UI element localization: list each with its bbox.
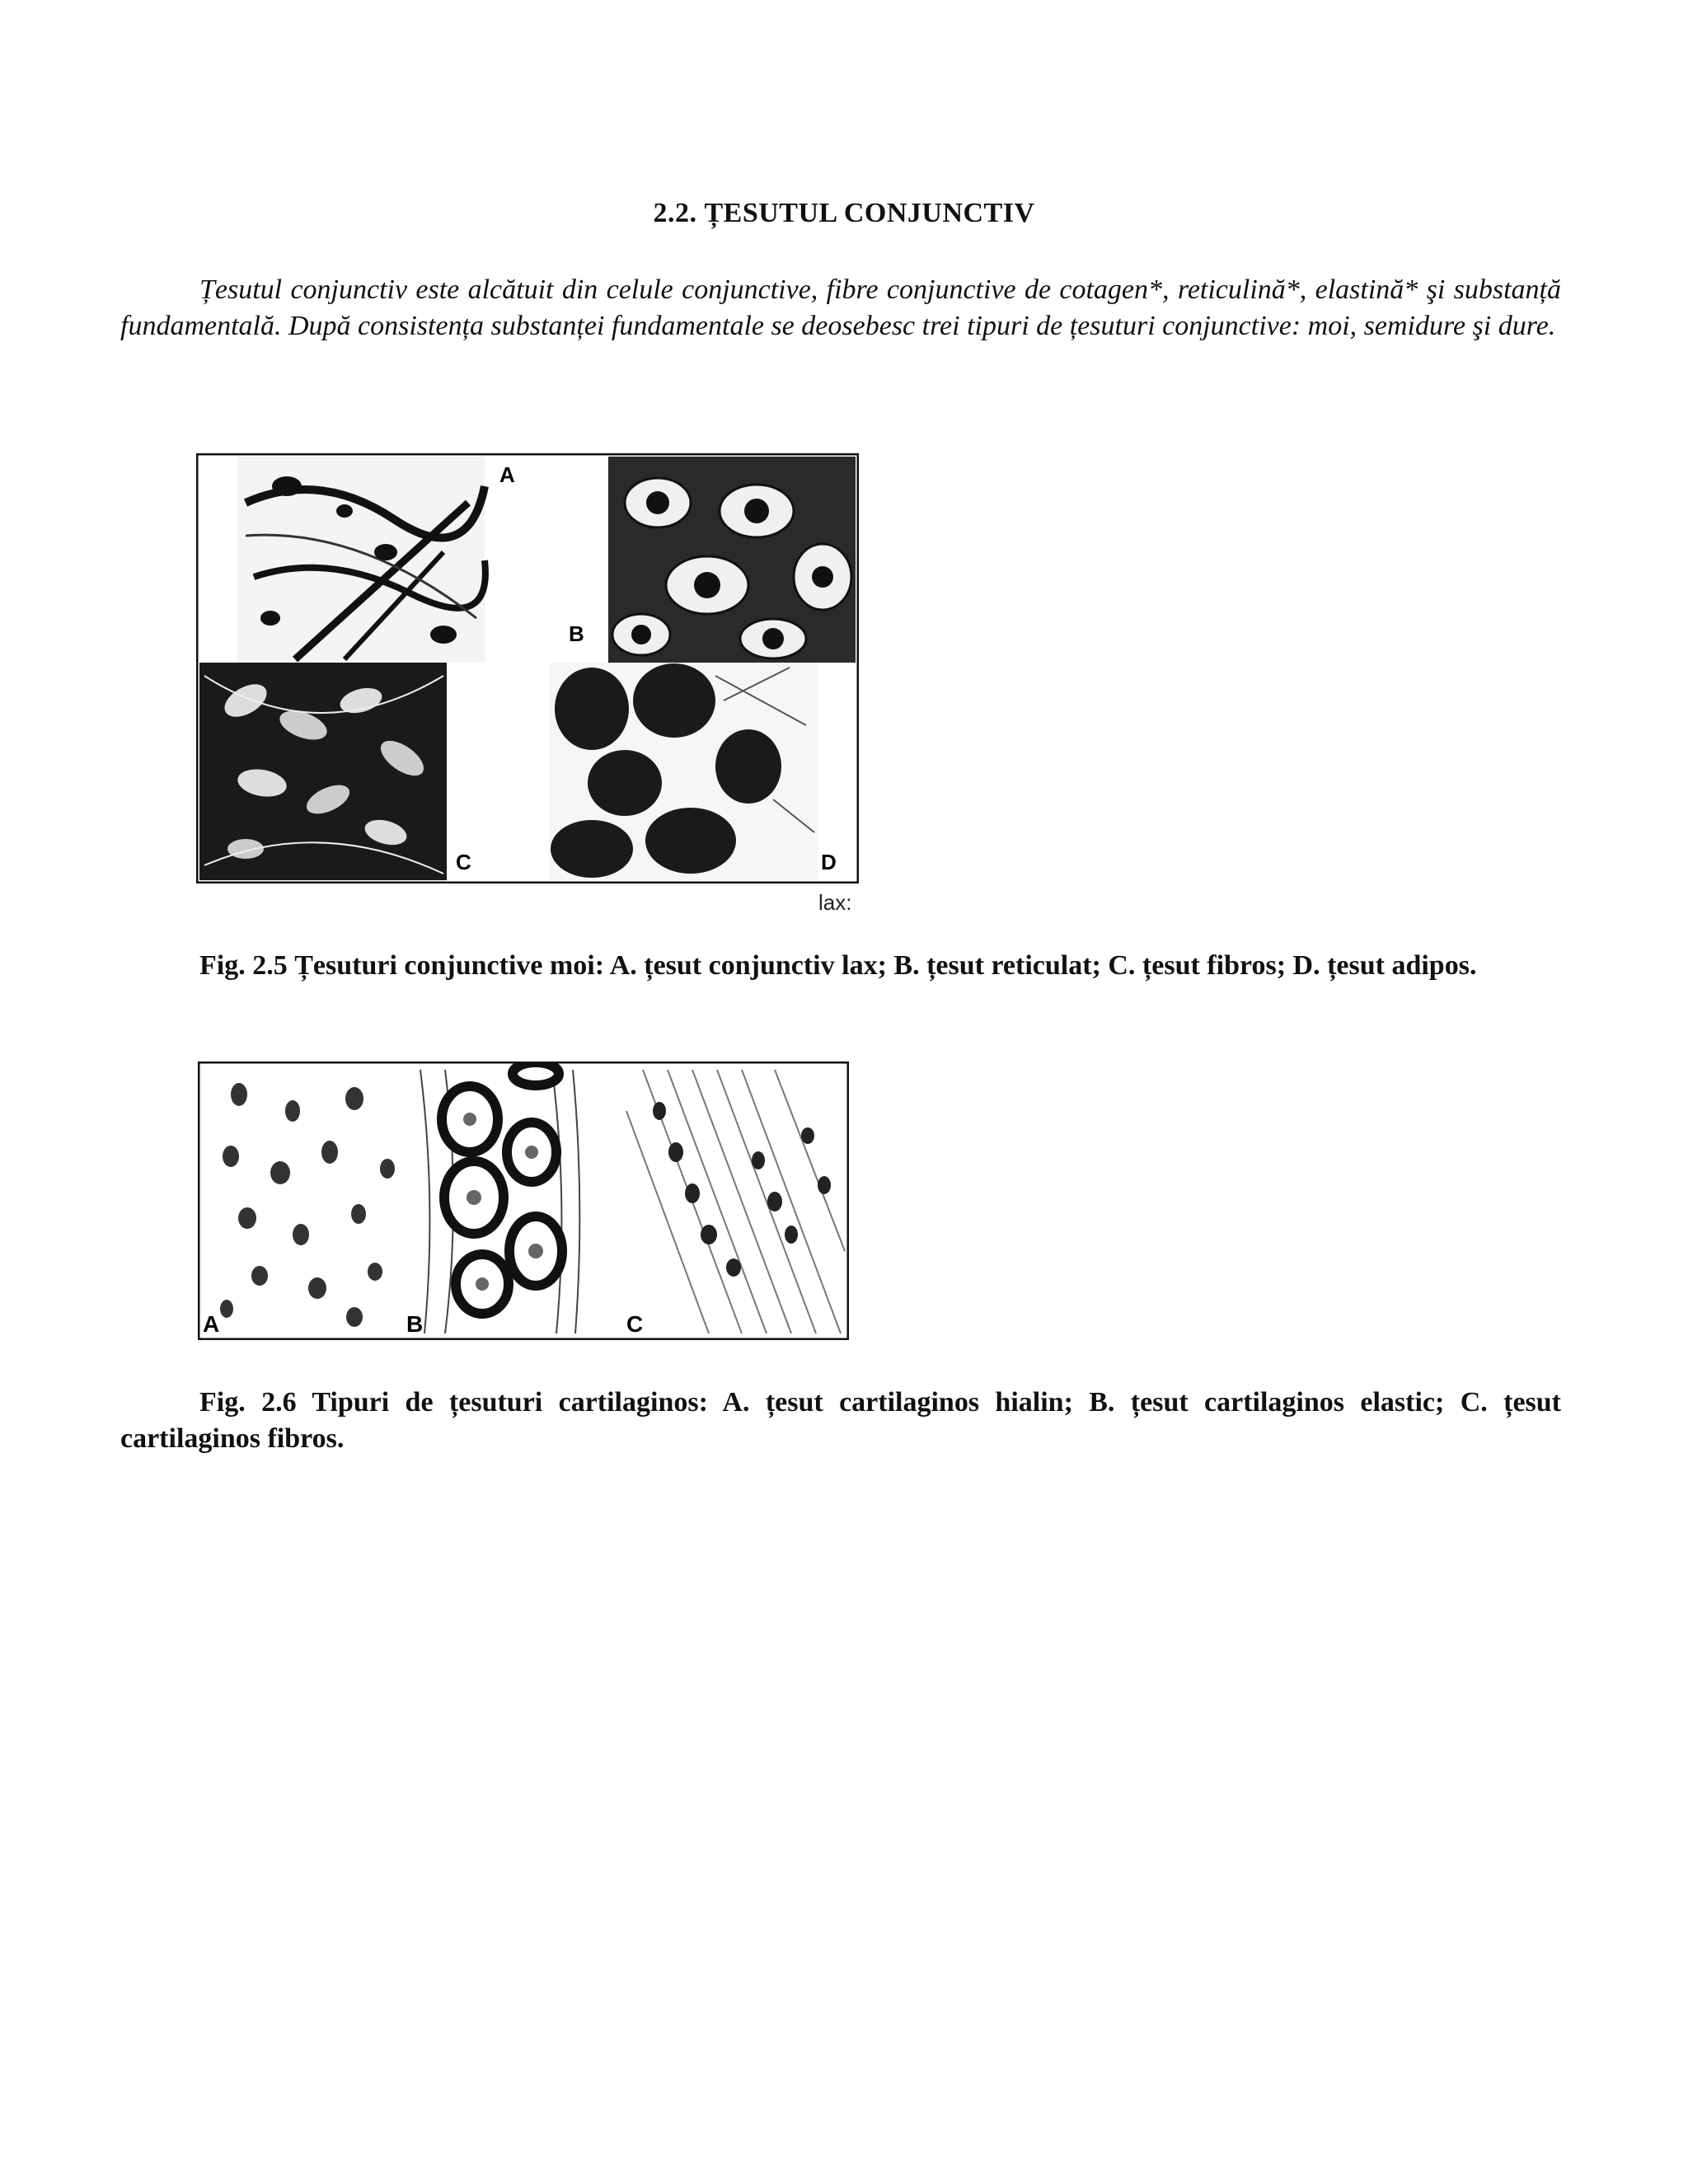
panel-a-image xyxy=(237,457,485,663)
figure-2-5-label-a: A xyxy=(499,462,515,487)
figure-2-6-label-c: C xyxy=(626,1311,644,1337)
panel-c-image xyxy=(199,663,447,880)
figure-2-6-label-a: A xyxy=(203,1311,220,1337)
figure-2-6-caption: Fig. 2.6 Tipuri de țesuturi cartilaginos: A. țesut cartilaginos hialin; B. țesut cartilaginos elastic; C. țesut cartilaginos fibros. xyxy=(120,1387,1561,1454)
intro-paragraph: Țesutul conjunctiv este alcătuit din celule conjunctive, fibre conjunctive de cotagen*, reticulină*, elastină* şi substanță fundamentală. După consistența substanței fundamentale se deosebesc trei tipuri de țesuturi conjunctive: moi, semidure şi dure. xyxy=(120,274,1561,341)
figure-2-5-illustration xyxy=(196,453,859,883)
panel-b-image xyxy=(608,457,856,663)
figure-2-5-label-c: C xyxy=(456,850,471,874)
figure-2-5-stray-label: lax: xyxy=(818,890,852,915)
figure-2-6-label-b: B xyxy=(406,1311,424,1337)
figure-2-6-illustration xyxy=(198,1062,849,1340)
section-heading: 2.2. ȚESUTUL CONJUNCTIV xyxy=(653,198,1035,228)
figure-2-5-label-b: B xyxy=(569,621,584,646)
figure-2-5-label-d: D xyxy=(821,850,837,874)
panel-d-image xyxy=(549,663,818,880)
figure-2-5-caption: Fig. 2.5 Țesuturi conjunctive moi: A. țesut conjunctiv lax; B. țesut reticulat; C. țesut fibros; D. țesut adipos. xyxy=(199,950,1477,981)
